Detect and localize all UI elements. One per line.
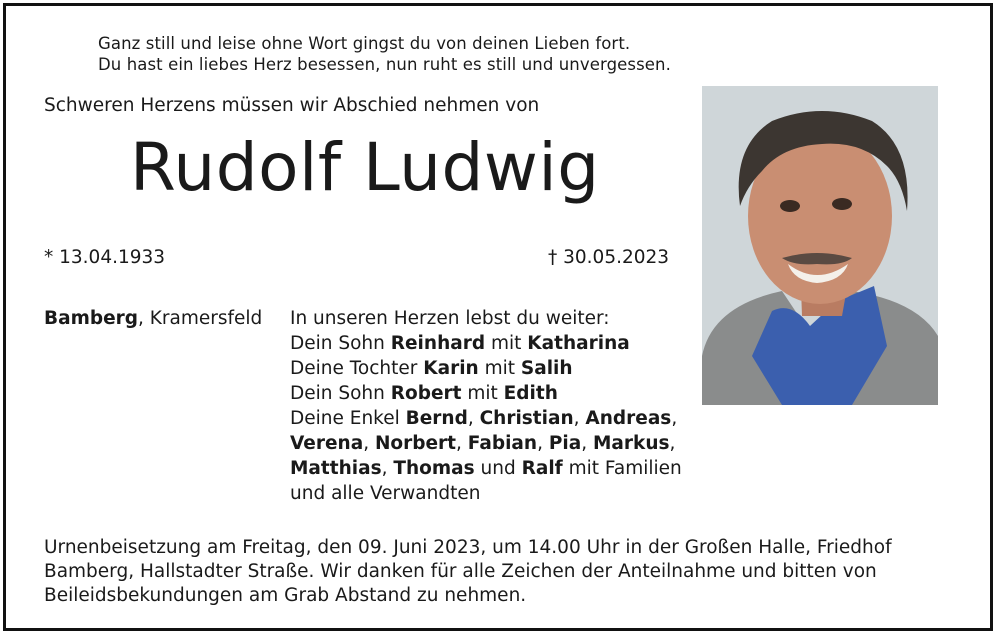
intro-text: Schweren Herzens müssen wir Abschied nehmen von [44, 95, 540, 116]
birth-date: * 13.04.1933 [44, 247, 166, 268]
mourner-name: Bernd [405, 408, 468, 429]
mourner-name: Edith [503, 383, 558, 404]
funeral-line: Beileidsbekundungen am Grab Abstand zu nehmen. [44, 585, 527, 606]
place-of-residence [44, 307, 262, 331]
verse-line: Ganz still und leise ohne Wort gingst du von deinen Lieben fort. [98, 34, 631, 53]
mourner-text: mit [485, 333, 528, 354]
mourner-text: , [456, 433, 468, 454]
left-eye [780, 200, 800, 212]
mourner-name: Fabian [467, 433, 538, 454]
mourner-text: Dein Sohn [290, 333, 391, 354]
mourner-text: mit Familien [562, 458, 682, 479]
portrait-illustration [702, 86, 938, 405]
mourner-name: Matthias [290, 458, 382, 479]
memorial-verse [98, 33, 718, 75]
funeral-line: Bamberg, Hallstadter Straße. Wir danken für alle Zeichen der Anteilnahme und bitten von [44, 561, 877, 582]
mourner-line [290, 356, 690, 381]
mourner-text: , [381, 458, 394, 479]
mourner-text: , [363, 433, 375, 454]
mourner-text: Deine Tochter [290, 358, 424, 379]
mourner-line [290, 456, 690, 481]
place-district: , Kramersfeld [138, 308, 263, 329]
deceased-name: Rudolf Ludwig [130, 129, 600, 206]
mourner-name: Salih [520, 358, 573, 379]
mourner-name: Pia [548, 433, 582, 454]
mourner-name: Ralf [521, 458, 563, 479]
death-date: † 30.05.2023 [548, 247, 670, 268]
funeral-line: Urnenbeisetzung am Freitag, den 09. Juni 2023, um 14.00 Uhr in der Großen Halle, Friedhof [44, 537, 892, 558]
mourner-name: Katharina [527, 333, 630, 354]
mourner-name: Verena [290, 433, 364, 454]
mourner-text: , [573, 408, 586, 429]
mourners-list [290, 306, 690, 506]
mourners-heading: In unseren Herzen lebst du weiter: [290, 308, 610, 329]
mourner-line [290, 381, 690, 406]
mourner-name: Norbert [374, 433, 457, 454]
mourner-text: Deine Enkel [290, 408, 406, 429]
mourner-text: , [671, 408, 678, 429]
mourner-line: und alle Verwandten [290, 483, 481, 504]
mourner-text: , [537, 433, 549, 454]
funeral-details [44, 536, 964, 608]
mourner-name: Markus [593, 433, 670, 454]
verse-line: Du hast ein liebes Herz besessen, nun ruht es still und unvergessen. [98, 55, 671, 74]
mourner-name: Karin [423, 358, 479, 379]
mourner-name: Reinhard [390, 333, 486, 354]
mourner-name: Robert [390, 383, 462, 404]
mourner-line [290, 331, 690, 356]
mourner-name: Christian [479, 408, 574, 429]
mourner-text: , [467, 408, 480, 429]
mourner-text: mit [478, 358, 521, 379]
mourner-line [290, 431, 690, 456]
right-eye [832, 198, 852, 210]
place-city: Bamberg [44, 308, 139, 329]
portrait-photo [702, 86, 938, 405]
mourner-text: und [474, 458, 522, 479]
mourner-name: Andreas [585, 408, 672, 429]
mourner-text: , [581, 433, 593, 454]
mourner-text: , [669, 433, 676, 454]
mourner-name: Thomas [393, 458, 475, 479]
mourner-text: mit [461, 383, 504, 404]
mourner-text: Dein Sohn [290, 383, 391, 404]
mourner-line [290, 406, 690, 431]
